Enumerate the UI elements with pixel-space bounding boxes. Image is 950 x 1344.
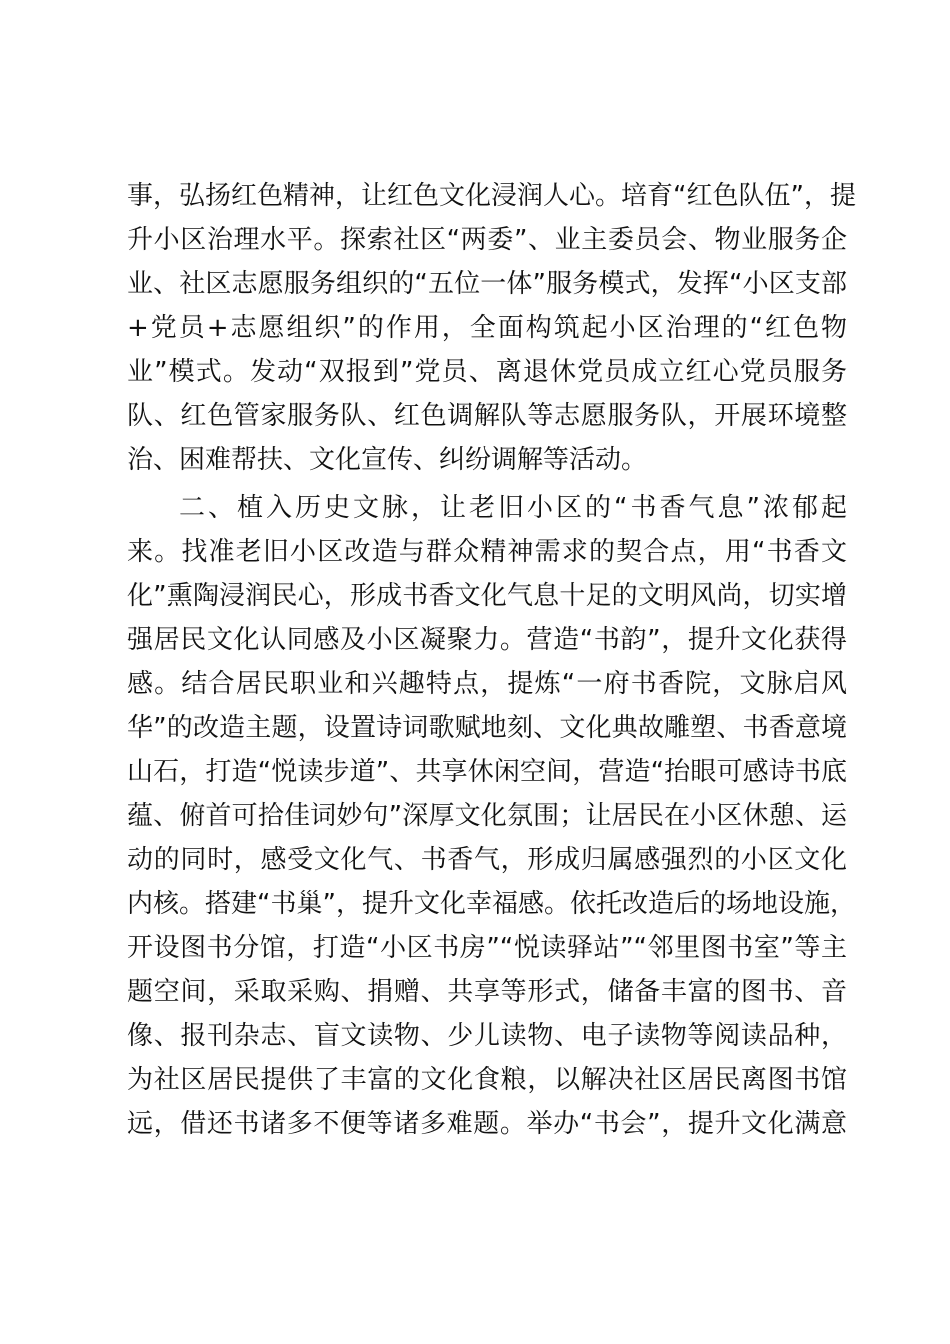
text-line: +党员+志愿组织”的作用，全面构筑起小区治理的“红色物 — [127, 313, 847, 343]
text-line: 事，弘扬红色精神，让红色文化浸润人心。培育“红色队伍”，提 — [127, 181, 856, 211]
text-line: 蕴、俯首可拾佳词妙句”深厚文化氛围；让居民在小区休憩、运 — [127, 801, 847, 831]
text-line: 化”熏陶浸润民心，形成书香文化气息十足的文明风尚，切实增 — [127, 581, 847, 611]
text-line: 治、困难帮扶、文化宣传、纠纷调解等活动。 — [127, 445, 648, 475]
text-line: 开设图书分馆，打造“小区书房”“悦读驿站”“邻里图书室”等主 — [127, 933, 847, 963]
text-line: 华”的改造主题，设置诗词歌赋地刻、文化典故雕塑、书香意境 — [127, 713, 847, 743]
text-line: 强居民文化认同感及小区凝聚力。营造“书韵”，提升文化获得 — [127, 625, 847, 655]
text-line: 升小区治理水平。探索社区“两委”、业主委员会、物业服务企 — [127, 225, 847, 255]
text-line: 远，借还书诸多不便等诸多难题。举办“书会”，提升文化满意 — [127, 1109, 847, 1139]
text-line: 业”模式。发动“双报到”党员、离退休党员成立红心党员服务 — [127, 357, 847, 387]
text-line: 感。结合居民职业和兴趣特点，提炼“一府书香院，文脉启风 — [127, 669, 847, 699]
text-line: 题空间，采取采购、捐赠、共享等形式，储备丰富的图书、音 — [127, 977, 847, 1007]
section-heading-line: 二、植入历史文脉，让老旧小区的“书香气息”浓郁起 — [179, 493, 847, 523]
text-line: 来。找准老旧小区改造与群众精神需求的契合点，用“书香文 — [127, 537, 847, 567]
text-line: 山石，打造“悦读步道”、共享休闲空间，营造“抬眼可感诗书底 — [127, 757, 847, 787]
text-line: 内核。搭建“书巢”，提升文化幸福感。依托改造后的场地设施， — [127, 889, 856, 919]
text-line: 像、报刊杂志、盲文读物、少儿读物、电子读物等阅读品种， — [127, 1021, 847, 1051]
text-line: 动的同时，感受文化气、书香气，形成归属感强烈的小区文化 — [127, 845, 847, 875]
text-line: 业、社区志愿服务组织的“五位一体”服务模式，发挥“小区支部 — [127, 269, 847, 299]
paragraph-book-fragrance — [127, 486, 856, 1146]
paragraph-red-team — [127, 174, 856, 482]
text-line: 为社区居民提供了丰富的文化食粮，以解决社区居民离图书馆 — [127, 1065, 847, 1095]
text-line: 队、红色管家服务队、红色调解队等志愿服务队，开展环境整 — [127, 401, 847, 431]
